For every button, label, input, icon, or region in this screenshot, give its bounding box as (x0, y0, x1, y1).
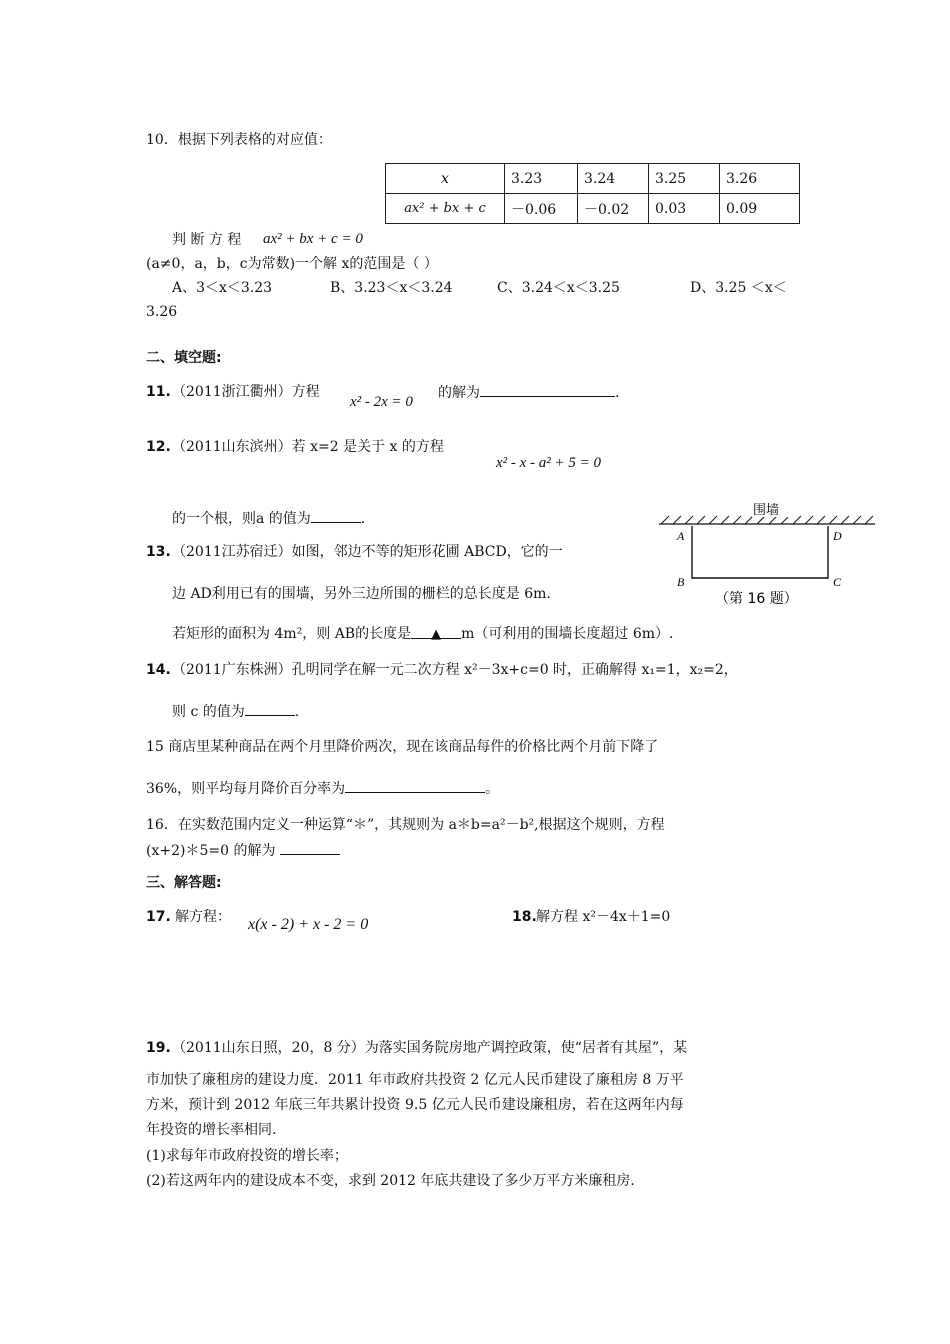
q19-number: 19. (146, 1040, 171, 1056)
label-d: D (833, 529, 842, 543)
answer-blank[interactable] (245, 701, 295, 716)
q11-tail (438, 382, 619, 403)
q11-end: . (615, 385, 620, 401)
q14-number: 14. (146, 662, 171, 678)
q19-line2: 市加快了廉租房的建设力度．2011 年市政府共投资 2 亿元人民币建设了廉租房 8 万平 (146, 1072, 684, 1088)
q10-option-b: B、3.23＜x＜3.24 (330, 280, 453, 296)
answer-blank[interactable] (345, 778, 485, 793)
q10-judge: 判 断 方 程 (172, 232, 242, 248)
q10-option-a: A、3＜x＜3.23 (172, 280, 273, 296)
fence-rect (692, 526, 828, 578)
answer-blank[interactable] (480, 382, 615, 397)
q19-sub2: (2)若这两年内的建设成本不变，求到 2012 年底共建设了多少万平方米廉租房. (146, 1173, 635, 1189)
q11-number: 11. (146, 384, 171, 400)
q11-tail-text: 的解为 (438, 385, 480, 401)
section-title: 二、填空题: (146, 350, 222, 366)
q16-line1: 16．在实数范围内定义一种运算“＊”，其规则为 a＊b=a²－b²,根据这个规则，方程 (146, 817, 665, 833)
q15-line2-text: 36%，则平均每月降价百分率为 (146, 781, 346, 797)
q13-line3-b: m（可利用的围墙长度超过 6m）. (461, 626, 674, 642)
q10-option-d-tail: 3.26 (146, 304, 178, 320)
q19-sub1: (1)求每年市政府投资的增长率； (146, 1148, 348, 1164)
table-cell: 3.25 (649, 164, 720, 194)
q13-number: 13. (146, 544, 171, 560)
label-c: C (833, 575, 842, 589)
q18-text: 解方程 x²－4x＋1=0 (536, 909, 671, 925)
q18-number: 18. (512, 909, 537, 925)
q14-line2-text: 则 c 的值为 (172, 704, 245, 720)
table-cell: 3.23 (505, 164, 578, 194)
answer-blank[interactable] (280, 840, 340, 855)
q11-equation: x² - 2x = 0 (350, 394, 413, 410)
q17-text: 解方程： (175, 909, 231, 925)
q16-line2 (146, 840, 340, 861)
q15-line1: 15 商店里某种商品在两个月里降价两次，现在该商品每件的价格比两个月前下降了 (146, 739, 659, 755)
answer-blank[interactable] (311, 508, 361, 523)
q17-equation: x(x - 2) + x - 2 = 0 (248, 916, 369, 933)
table-cell: 0.03 (649, 194, 720, 224)
label-a: A (677, 529, 685, 543)
q17-number: 17. (146, 909, 171, 925)
q14-line2 (172, 701, 299, 722)
q14-line1: （2011广东株洲）孔明同学在解一元二次方程 x²－3x+c=0 时，正确解得 x₁=1，x₂=2， (172, 662, 738, 678)
q11-text: （2011浙江衢州）方程 (172, 384, 320, 400)
label-b: B (677, 575, 685, 589)
q12-text: （2011山东滨州）若 x=2 是关于 x 的方程 (172, 439, 444, 455)
value-table (385, 163, 800, 224)
q13-line3 (172, 624, 673, 644)
q14-end: . (294, 704, 300, 720)
q19-line4: 年投资的增长率相同. (146, 1122, 277, 1138)
figure-caption: （第 16 题） (715, 591, 798, 607)
table-cell: －0.02 (578, 194, 649, 224)
table-cell: 3.26 (720, 164, 800, 194)
table-cell: 0.09 (720, 194, 800, 224)
q13-line2: 边 AD利用已有的围墙，另外三边所围的栅栏的总长度是 6m. (172, 586, 551, 602)
q12-end: . (360, 511, 366, 527)
q13-line3-a: 若矩形的面积为 4m²，则 AB的长度是 (172, 626, 412, 642)
q15-end: 。 (485, 781, 500, 797)
table-row (386, 194, 800, 224)
q10-equation: ax² + bx + c = 0 (263, 231, 363, 247)
q10-option-c: C、3.24＜x＜3.25 (497, 280, 620, 296)
q19-line1: （2011山东日照，20，8 分）为落实国务院房地产调控政策，使“居者有其屋”，某 (172, 1040, 688, 1056)
answer-blank[interactable] (411, 624, 461, 642)
table-cell: x (386, 164, 505, 194)
q12-number: 12. (146, 439, 171, 455)
wall-label: 围墙 (753, 503, 780, 518)
section-title: 三、解答题: (146, 875, 222, 891)
q19-line3: 方米，预计到 2012 年底三年共累计投资 9.5 亿元人民币建设廉租房，若在这两年内每 (146, 1097, 684, 1113)
q10-line2: (a≠0，a，b，c为常数)一个解 x的范围是（ ） (146, 256, 438, 272)
q13-line1: （2011江苏宿迁）如图，邻边不等的矩形花圃 ABCD，它的一 (172, 544, 563, 560)
table-cell: 3.24 (578, 164, 649, 194)
q10-option-d: D、3.25 ＜x＜ (690, 280, 787, 296)
q16-line2-text: (x+2)＊5=0 的解为 (146, 843, 276, 859)
q10-stem: 10．根据下列表格的对应值： (146, 132, 332, 148)
q12-line2 (172, 508, 365, 529)
triangle-icon: ▲ (431, 627, 442, 642)
q12-line2-text: 的一个根，则a 的值为 (172, 511, 311, 527)
q12-equation: x² - x - a² + 5 = 0 (496, 455, 602, 471)
table-cell: ax² + bx + c (386, 194, 505, 224)
garden-figure (655, 500, 880, 612)
table-cell: －0.06 (505, 194, 578, 224)
q15-line2 (146, 778, 499, 799)
table-row (386, 164, 800, 194)
